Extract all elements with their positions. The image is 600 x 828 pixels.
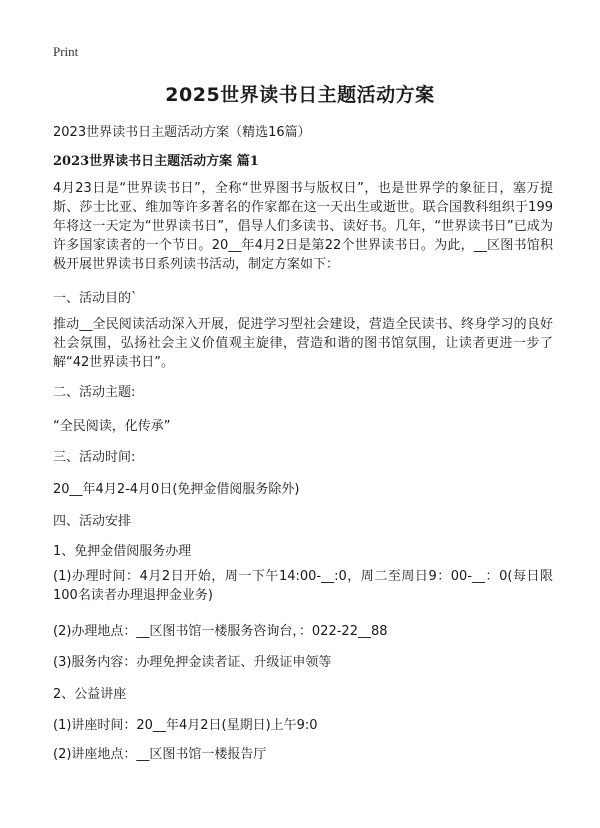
- arrangement-heading: 四、活动安排: [53, 514, 132, 529]
- item1-place: (2)办理地点：__区图书馆一楼服务咨询台，：022-22__88: [53, 624, 388, 639]
- item1-time: (1)办理时间：4月2日开始，周一下午14:00-__:0，周二至周日9：00-__：0(每日限100名读者办理退押金业务): [53, 569, 553, 603]
- theme-text: “全民阅读，化传承”: [53, 419, 171, 434]
- print-label: Print: [53, 44, 79, 59]
- item1-content: (3)服务内容：办理免押金读者证、升级证申领等: [53, 655, 332, 670]
- document-subtitle: 2023世界读书日主题活动方案（精选16篇）: [53, 125, 311, 140]
- page-title: 2025世界读书日主题活动方案: [165, 84, 435, 106]
- item1-heading: 1、免押金借阅服务办理: [53, 544, 192, 559]
- time-heading: 三、活动时间:: [53, 450, 136, 465]
- theme-heading: 二、活动主题:: [53, 385, 136, 400]
- item2-time: (1)讲座时间：20__年4月2日(星期日)上午9:0: [53, 718, 318, 733]
- purpose-paragraph: 推动__全民阅读活动深入开展，促进学习型社会建设，营造全民读书、终身学习的良好社会氛围，弘扬社会主义价值观主旋律，营造和谐的图书馆氛围，让读者更进一步了解“42世界读书日”。: [53, 317, 553, 370]
- purpose-heading: 一、活动目的`: [53, 291, 138, 306]
- intro-paragraph: 4月23日是“世界读书日”，全称“世界图书与版权日”，也是世界学的象征日，塞万提斯、莎士比亚、维加等许多著名的作家都在这一天出生或逝世。联合国教科组织于199年将这一天定为“世界读书日”，倡导人们多读书、读好书。几年，“世界读书日”已成为许多国家读者的一个节日。20__年4月2日是第22个世界读书日。为此，__区图书馆积极开展世界读书日系列读书活动，制定方案如下：: [53, 181, 553, 272]
- item2-heading: 2、公益讲座: [53, 687, 127, 702]
- time-text: 20__年4月2-4月0日(免押金借阅服务除外): [53, 482, 300, 497]
- section-heading: 2023世界读书日主题活动方案 篇1: [53, 154, 259, 169]
- item2-place: (2)讲座地点：__区图书馆一楼报告厅: [53, 747, 267, 762]
